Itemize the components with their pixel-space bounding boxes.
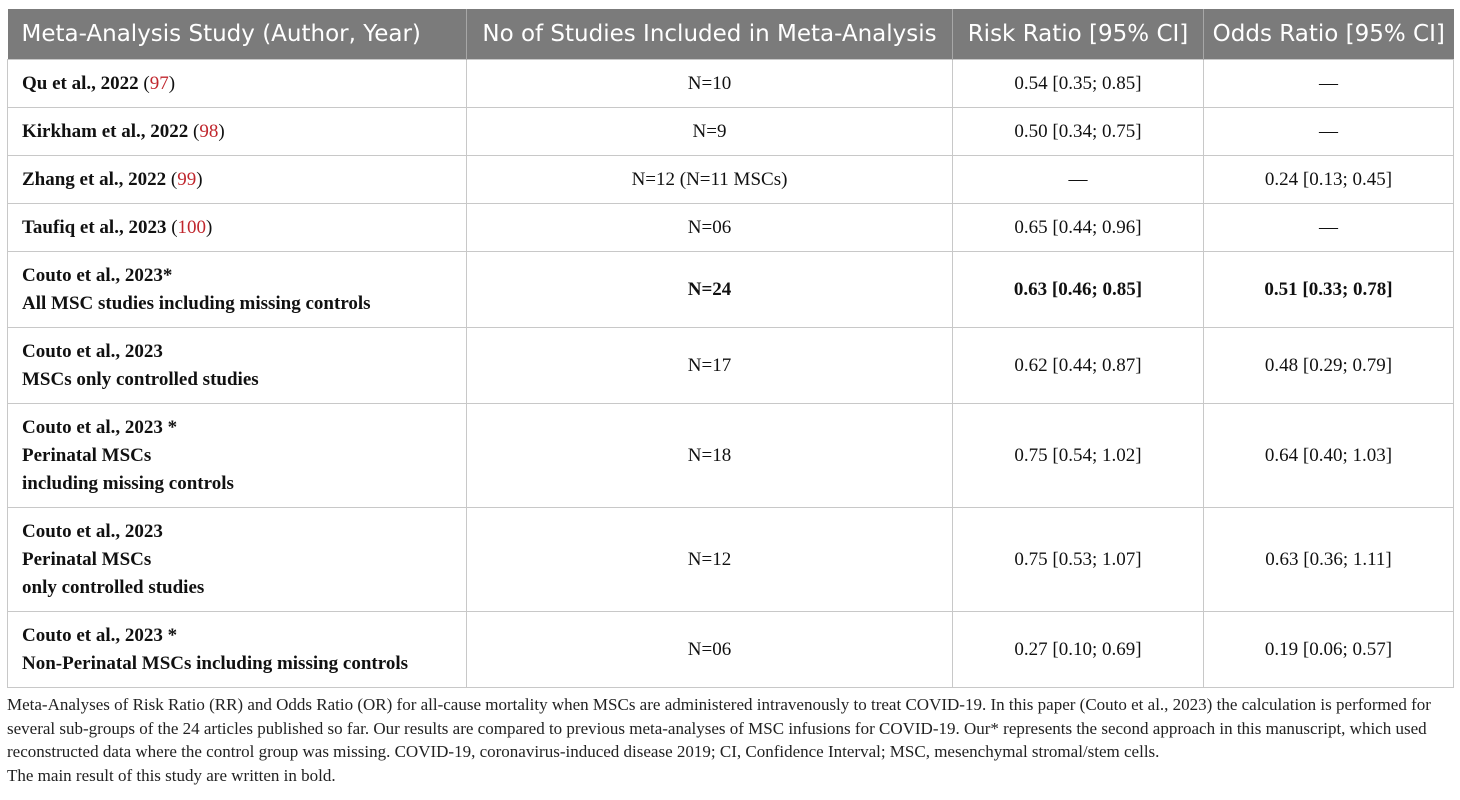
study-cell (8, 60, 467, 108)
num-studies-cell: N=10 (467, 60, 953, 108)
study-line: Qu et al., 2022 (22, 72, 139, 94)
num-studies-cell: N=18 (467, 404, 953, 508)
table-row (8, 328, 1454, 404)
odds-ratio-cell: 0.51 [0.33; 0.78] (1204, 252, 1454, 328)
study-cell (8, 328, 467, 404)
study-line: Couto et al., 2023 (22, 520, 163, 542)
study-line: only controlled studies (22, 576, 205, 598)
ref-paren-open: ( (166, 168, 178, 190)
num-studies-cell: N=9 (467, 108, 953, 156)
study-cell (8, 108, 467, 156)
ref-paren-close: ) (206, 216, 213, 238)
risk-ratio-cell: 0.50 [0.34; 0.75] (953, 108, 1204, 156)
study-line: All MSC studies including missing controls (22, 292, 371, 314)
num-studies-cell: N=17 (467, 328, 953, 404)
study-line: Taufiq et al., 2023 (22, 216, 167, 238)
odds-ratio-cell: 0.63 [0.36; 1.11] (1204, 508, 1454, 612)
ref-paren-close: ) (196, 168, 203, 190)
study-cell (8, 612, 467, 688)
num-studies-cell: N=12 (N=11 MSCs) (467, 156, 953, 204)
ref-paren-open: ( (188, 120, 200, 142)
reference-link[interactable]: 100 (177, 216, 207, 238)
header-num-studies: No of Studies Included in Meta-Analysis (467, 9, 953, 60)
risk-ratio-cell: 0.75 [0.53; 1.07] (953, 508, 1204, 612)
odds-ratio-cell: — (1204, 60, 1454, 108)
reference-link[interactable]: 97 (149, 72, 169, 94)
table-row (8, 404, 1454, 508)
study-line: Couto et al., 2023* (22, 264, 173, 286)
odds-ratio-cell: — (1204, 108, 1454, 156)
study-line: including missing controls (22, 472, 234, 494)
odds-ratio-cell: 0.48 [0.29; 0.79] (1204, 328, 1454, 404)
study-line: MSCs only controlled studies (22, 368, 259, 390)
caption-note: The main result of this study are written in bold. (7, 765, 336, 785)
study-cell (8, 252, 467, 328)
table-row (8, 204, 1454, 252)
odds-ratio-cell: 0.64 [0.40; 1.03] (1204, 404, 1454, 508)
table-container (7, 9, 1453, 688)
study-cell (8, 508, 467, 612)
meta-analysis-table (7, 9, 1454, 688)
table-row (8, 252, 1454, 328)
study-line: Couto et al., 2023 * (22, 624, 178, 646)
risk-ratio-cell: 0.27 [0.10; 0.69] (953, 612, 1204, 688)
study-line: Perinatal MSCs (22, 444, 152, 466)
study-line: Zhang et al., 2022 (22, 168, 167, 190)
study-cell (8, 404, 467, 508)
num-studies-cell: N=06 (467, 612, 953, 688)
reference-link[interactable]: 99 (177, 168, 197, 190)
table-caption (7, 693, 1455, 787)
ref-paren-open: ( (166, 216, 178, 238)
risk-ratio-cell: 0.54 [0.35; 0.85] (953, 60, 1204, 108)
study-line: Perinatal MSCs (22, 548, 152, 570)
num-studies-cell: N=12 (467, 508, 953, 612)
num-studies-cell: N=06 (467, 204, 953, 252)
ref-paren-open: ( (138, 72, 150, 94)
odds-ratio-cell: 0.19 [0.06; 0.57] (1204, 612, 1454, 688)
risk-ratio-cell: 0.65 [0.44; 0.96] (953, 204, 1204, 252)
study-cell (8, 156, 467, 204)
reference-link[interactable]: 98 (199, 120, 219, 142)
study-line: Kirkham et al., 2022 (22, 120, 189, 142)
ref-paren-close: ) (218, 120, 225, 142)
num-studies-cell: N=24 (467, 252, 953, 328)
ref-paren-close: ) (168, 72, 176, 94)
odds-ratio-cell: — (1204, 204, 1454, 252)
caption-text: Meta-Analyses of Risk Ratio (RR) and Odds Ratio (OR) for all-cause mortality when MSCs are administered intravenously to treat COVID-19. In this paper (Couto et al., 2023) the calculation is performed for several sub-groups of the 24 articles published so far. Our results are compared to previous meta-analyses of MSC infusions for COVID-19. Our* represents the second approach in this manuscript, which used reconstructed data where the control group was missing. COVID-19, coronavirus-induced disease 2019; CI, Confidence Interval; MSC, mesenchymal stromal/stem cells. (7, 695, 1431, 761)
study-line: Non-Perinatal MSCs including missing controls (22, 652, 409, 674)
header-study: Meta-Analysis Study (Author, Year) (8, 9, 467, 60)
risk-ratio-cell: — (953, 156, 1204, 204)
table-row (8, 156, 1454, 204)
table-row (8, 508, 1454, 612)
header-row (8, 9, 1454, 60)
study-line: Couto et al., 2023 * (22, 416, 178, 438)
header-odds-ratio: Odds Ratio [95% CI] (1204, 9, 1454, 60)
table-row (8, 108, 1454, 156)
table-row (8, 612, 1454, 688)
risk-ratio-cell: 0.62 [0.44; 0.87] (953, 328, 1204, 404)
study-line: Couto et al., 2023 (22, 340, 163, 362)
risk-ratio-cell: 0.75 [0.54; 1.02] (953, 404, 1204, 508)
study-cell (8, 204, 467, 252)
table-row (8, 60, 1454, 108)
odds-ratio-cell: 0.24 [0.13; 0.45] (1204, 156, 1454, 204)
risk-ratio-cell: 0.63 [0.46; 0.85] (953, 252, 1204, 328)
header-risk-ratio: Risk Ratio [95% CI] (953, 9, 1204, 60)
